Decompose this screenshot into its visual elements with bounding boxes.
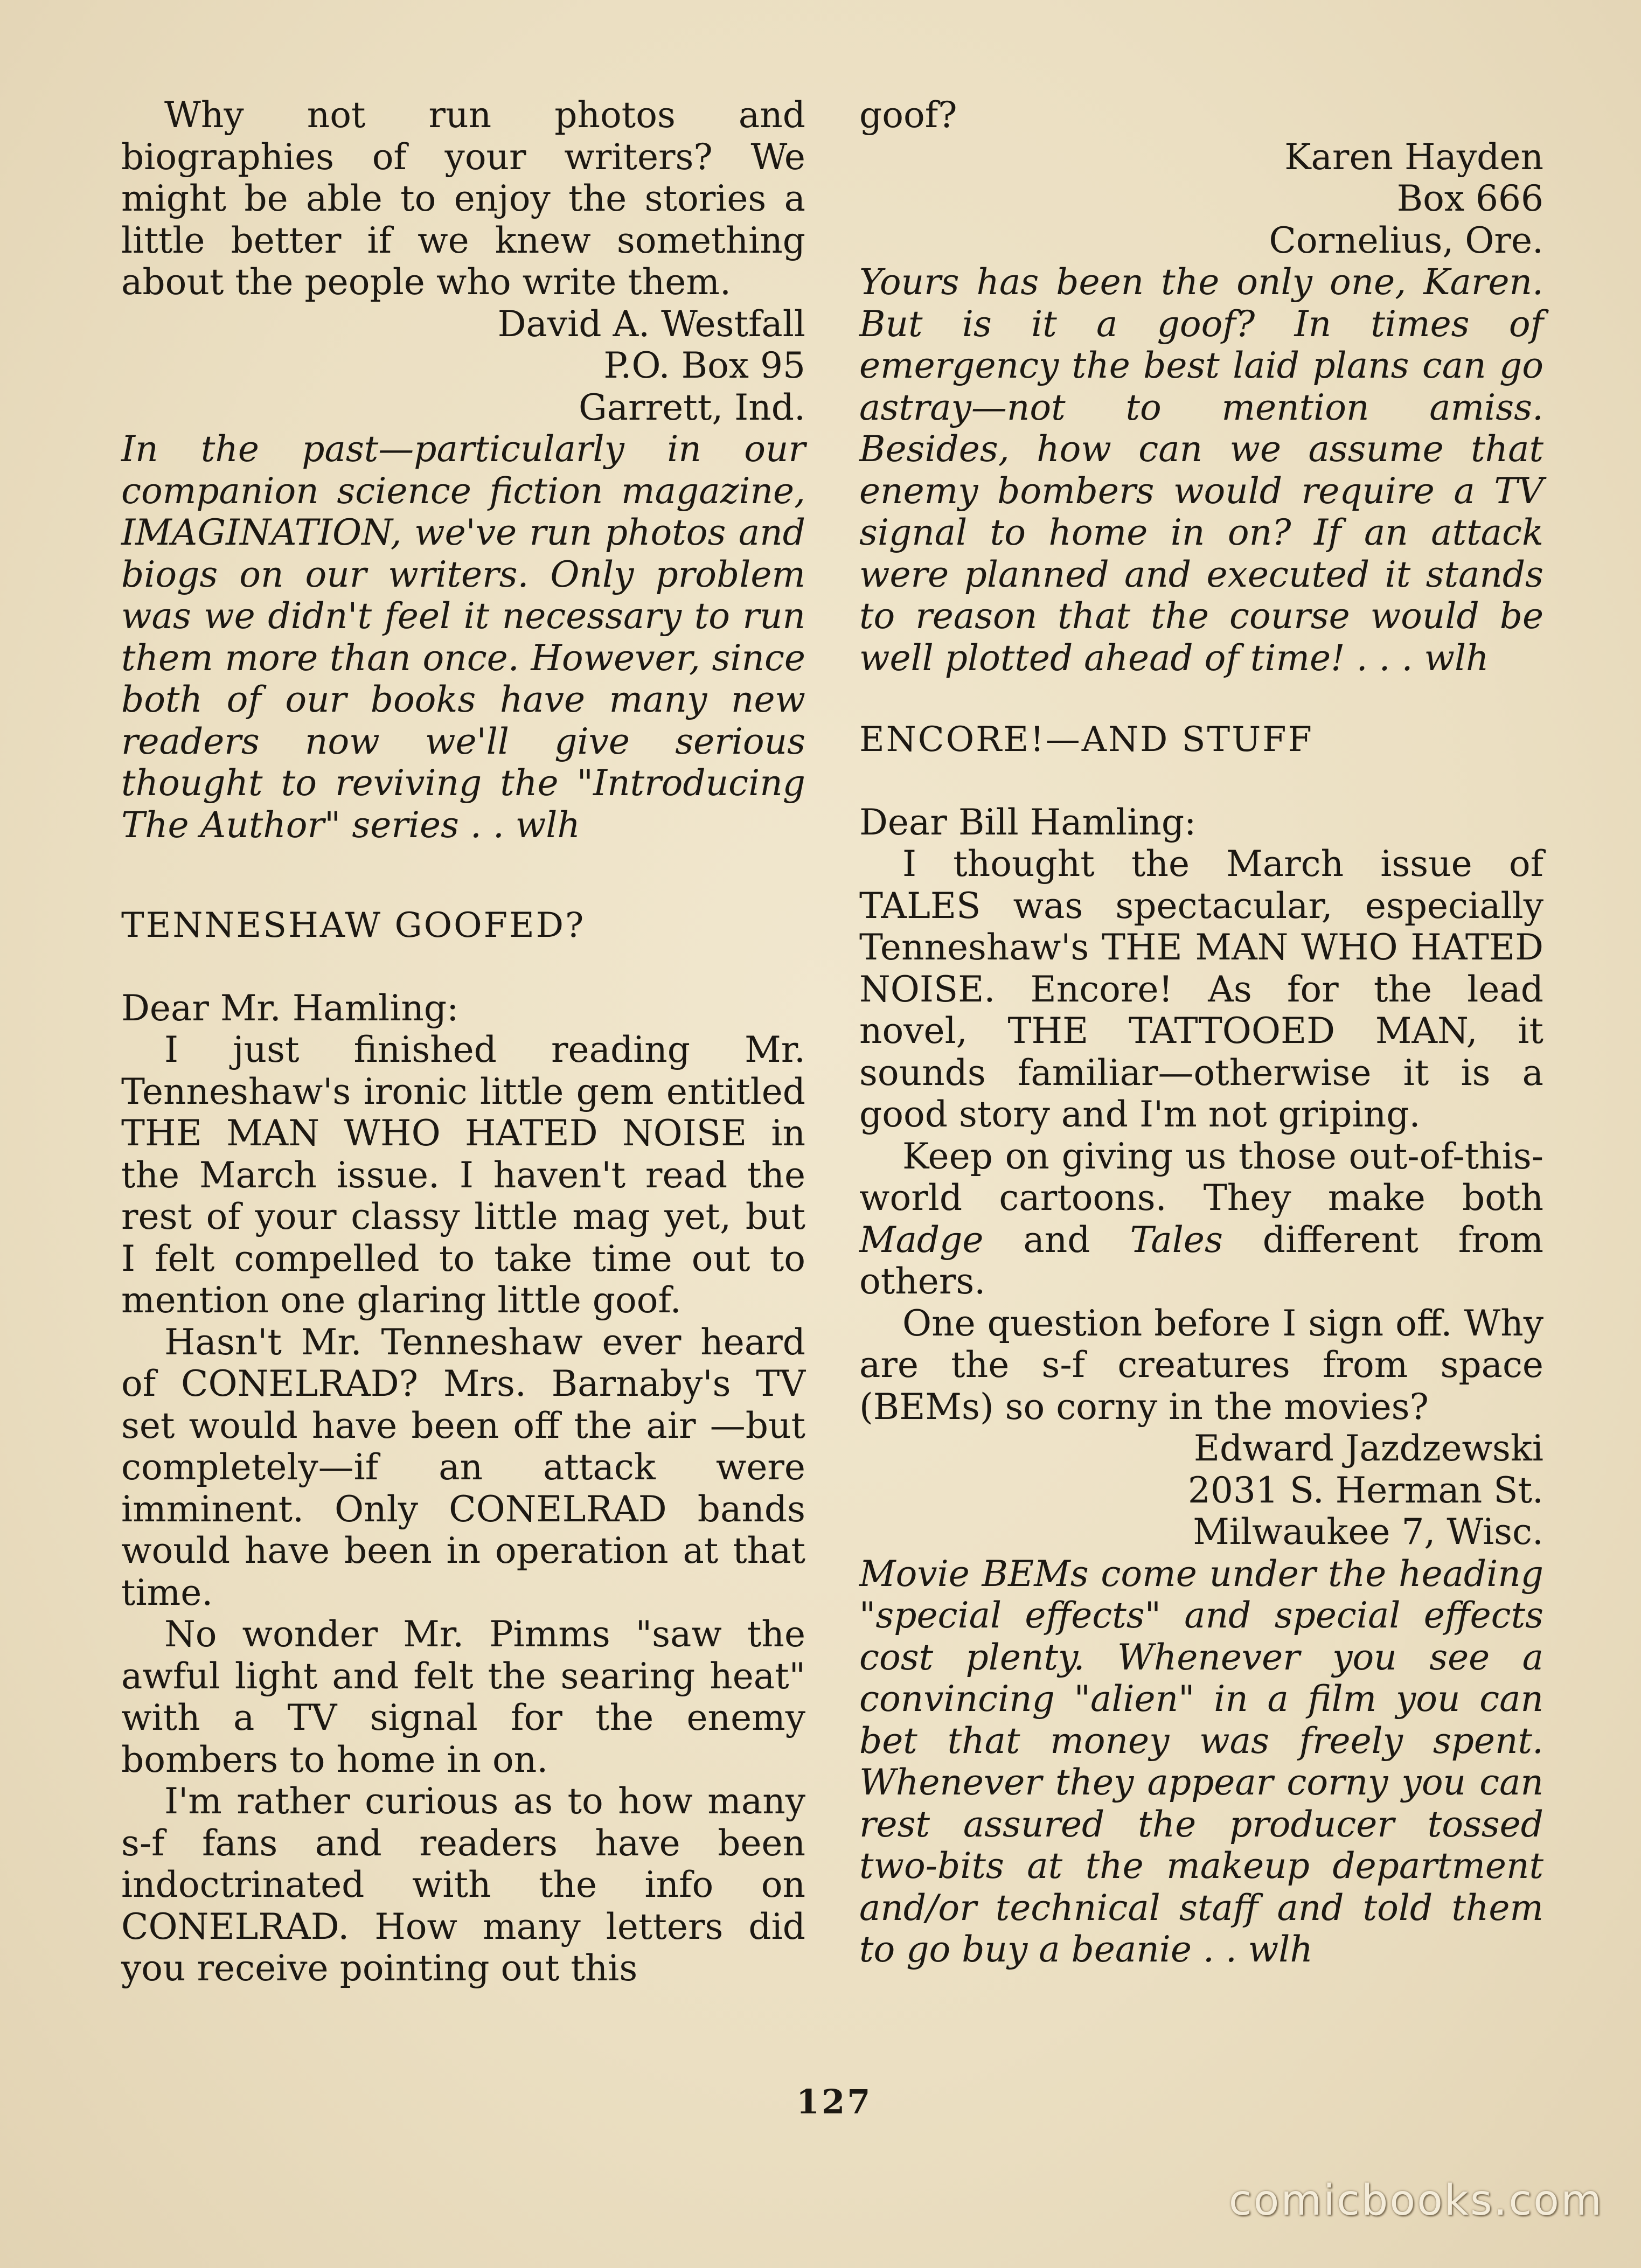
letter-jazdzewski-salutation: Dear Bill Hamling: [859,801,1197,843]
letter-hayden-signature-name: Karen Hayden [1284,136,1543,178]
letter-hayden-signature-box: Box 666 [1396,178,1543,219]
letter-westfall-signature-city: Garrett, Ind. [578,386,805,428]
paragraph-text: and [983,1219,1130,1261]
section-heading-tenneshaw-goofed: TENNESHAW GOOFED? [121,906,586,945]
letter-hayden-signature-city: Cornelius, Ore. [1269,219,1543,261]
spacer [121,947,805,987]
letter-hayden-paragraph-1: I just finished reading Mr. Tenneshaw's ironic little gem entitled THE MAN WHO HATED NOISE in the March issue. I haven't read the rest of your classy little mag yet, but I felt compelled to take time out to mention one glaring little goof. [121,1029,805,1321]
letter-jazdzewski-signature-city: Milwaukee 7, Wisc. [1193,1511,1543,1553]
letter-jazdzewski-signature-name: Edward Jazdzewski [1193,1428,1543,1469]
magazine-title-madge: Madge [859,1219,984,1261]
right-column [859,94,1543,1971]
editor-reply-jazdzewski: Movie BEMs come under the heading "special effects" and special effects cost plenty. Whenever you see a convincing "alien" in a film you can bet that money was freely spent. Whenever they appear corny you can rest assured the producer tossed two-bits at the makeup department and/or technical staff and told them to go buy a beanie . . wlh [859,1553,1543,1970]
letter-westfall-body: Why not run photos and biographies of your writers? We might be able to enjoy the stories a little better if we knew something about the people who write them. [121,94,805,303]
spacer [121,846,805,905]
letter-jazdzewski-paragraph-2 [859,1136,1543,1303]
section-heading-encore: ENCORE!—AND STUFF [859,720,1313,760]
editor-reply-westfall: In the past—particularly in our companion science fiction magazine, IMAGINATION, we've run photos and biogs on our writers. Only problem was we didn't feel it necessary to run them more than once. However, since both of our books have many new readers now we'll give serious thought to reviving the "Introducing The Author" series . . wlh [121,428,805,846]
spacer [859,679,1543,719]
spacer [859,761,1543,802]
site-watermark: comicbooks.com [1228,2176,1603,2225]
letter-westfall-signature-name: David A. Westfall [497,303,805,345]
left-column [121,94,805,1989]
letter-hayden-salutation: Dear Mr. Hamling: [121,987,459,1029]
letter-hayden-continuation: goof? [859,94,957,136]
paragraph-text: Keep on giving us those out-of-this-world cartoons. They make both [859,1135,1543,1219]
letter-jazdzewski-paragraph-1: I thought the March issue of TALES was spectacular, especially Tenneshaw's THE MAN WHO HATED NOISE. Encore! As for the lead novel, THE TATTOOED MAN, it sounds familiar—otherwise it is a good story and I'm not griping. [859,843,1543,1135]
letter-jazdzewski-paragraph-3: One question before I sign off. Why are the s-f creatures from space (BEMs) so corny in the movies? [859,1302,1543,1428]
editor-reply-hayden: Yours has been the only one, Karen. But is it a goof? In times of emergency the best laid plans can go astray—not to mention amiss. Besides, how can we assume that enemy bombers would require a TV signal to home in on? If an attack were planned and executed it stands to reason that the course would be well plotted ahead of time! . . . wlh [859,261,1543,679]
letter-hayden-paragraph-2: Hasn't Mr. Tenneshaw ever heard of CONELRAD? Mrs. Barnaby's TV set would have been off the air —but completely—if an attack were imminent. Only CONELRAD bands would have been in operation at that time. [121,1321,805,1613]
page-number: 127 [796,2082,873,2121]
letter-hayden-paragraph-4: I'm rather curious as to how many s-f fans and readers have been indoctrinated with the info on CONELRAD. How many letters did you receive pointing out this [121,1780,805,1989]
letter-westfall-signature-box: P.O. Box 95 [603,345,805,386]
letter-jazdzewski-signature-street: 2031 S. Herman St. [1187,1469,1543,1511]
letter-hayden-paragraph-3: No wonder Mr. Pimms "saw the awful light and felt the searing heat" with a TV signal for the enemy bombers to home in on. [121,1613,805,1780]
paragraph-text: different from others. [859,1219,1543,1302]
magazine-title-tales: Tales [1130,1219,1223,1261]
